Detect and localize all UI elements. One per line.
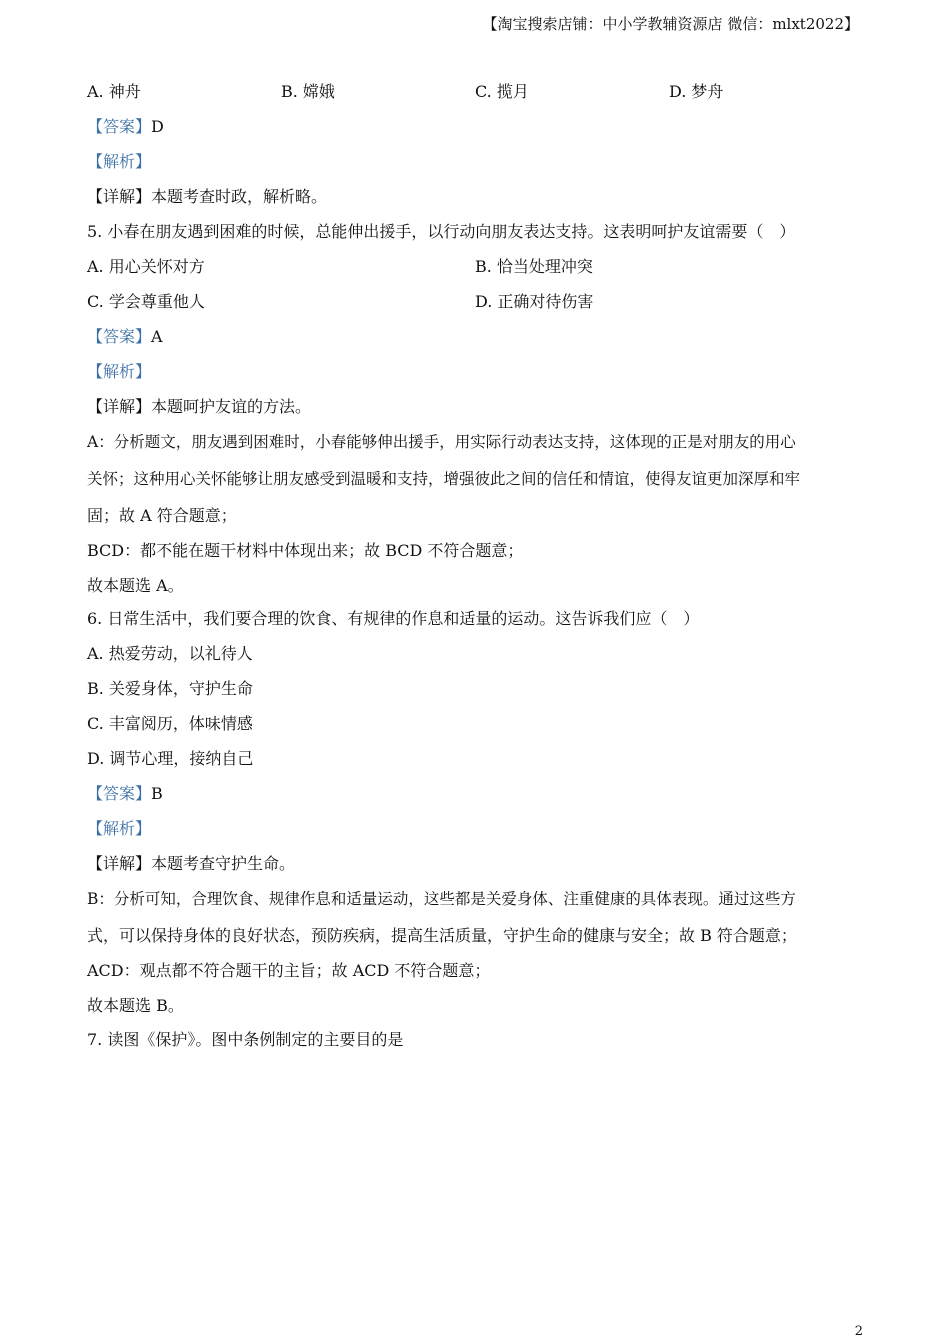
q6-analysis-tag: 【解析】 <box>87 819 152 838</box>
q5-explanation-line: 固；故 A 符合题意； <box>87 506 237 525</box>
q5-option-b: B. 恰当处理冲突 <box>475 257 593 276</box>
answer-value: D <box>151 117 164 136</box>
q4-option-a: A. 神舟 <box>87 82 141 101</box>
q5-explanation-line: BCD：都不能在题干材料中体现出来；故 BCD 不符合题意； <box>87 541 524 560</box>
q5-explanation-line: A：分析题文，朋友遇到困难时，小春能够伸出援手，用实际行动表达支持，这体现的正是对朋友的用心 <box>87 433 796 451</box>
q5-option-d: D. 正确对待伤害 <box>475 292 594 311</box>
q7-stem: 7. 读图《保护》。图中条例制定的主要目的是 <box>87 1030 404 1049</box>
q6-explanation-line: ACD：观点都不符合题干的主旨；故 ACD 不符合题意； <box>87 961 491 980</box>
q6-explanation-line: 式，可以保持身体的良好状态，预防疾病，提高生活质量，守护生命的健康与安全；故 B 符合题意； <box>87 926 797 945</box>
q6-stem: 6. 日常生活中，我们要合理的饮食、有规律的作息和适量的运动。这告诉我们应（ ） <box>87 609 700 628</box>
q4-option-d: D. 梦舟 <box>669 82 724 101</box>
q4-detail: 【详解】本题考查时政，解析略。 <box>87 187 328 206</box>
q6-option-c: C. 丰富阅历，体味情感 <box>87 714 253 733</box>
q4-option-b: B. 嫦娥 <box>281 82 335 101</box>
q5-option-a: A. 用心关怀对方 <box>87 257 205 276</box>
answer-value: B <box>151 784 163 803</box>
q6-conclusion: 故本题选 B。 <box>87 996 184 1015</box>
page-number: 2 <box>854 1324 863 1339</box>
q5-conclusion: 故本题选 A。 <box>87 576 184 595</box>
q6-explanation-line: B：分析可知，合理饮食、规律作息和适量运动，这些都是关爱身体、注重健康的具体表现。通过这些方 <box>87 890 796 908</box>
q5-detail: 【详解】本题呵护友谊的方法。 <box>87 397 312 416</box>
answer-tag: 【答案】 <box>87 327 152 346</box>
q5-explanation-line: 关怀；这种用心关怀能够让朋友感受到温暖和支持，增强彼此之间的信任和情谊，使得友谊更加深厚和牢 <box>87 470 801 488</box>
q6-option-d: D. 调节心理，接纳自己 <box>87 749 254 768</box>
answer-tag: 【答案】 <box>87 117 152 136</box>
q5-analysis-tag: 【解析】 <box>87 362 152 381</box>
answer-tag: 【答案】 <box>87 784 152 803</box>
q5-option-c: C. 学会尊重他人 <box>87 292 205 311</box>
q4-option-c: C. 揽月 <box>475 82 529 101</box>
q4-answer <box>87 116 164 138</box>
q6-answer <box>87 783 163 805</box>
q5-stem: 5. 小春在朋友遇到困难的时候，总能伸出援手，以行动向朋友表达支持。这表明呵护友谊需要（ ） <box>87 222 796 241</box>
answer-value: A <box>151 327 163 346</box>
q6-option-a: A. 热爱劳动，以礼待人 <box>87 644 253 663</box>
q6-option-b: B. 关爱身体，守护生命 <box>87 679 253 698</box>
q4-analysis-tag: 【解析】 <box>87 152 152 171</box>
q6-detail: 【详解】本题考查守护生命。 <box>87 854 296 873</box>
page-header: 【淘宝搜索店铺：中小学教辅资源店 微信：mlxt2022】 <box>482 15 859 33</box>
q5-answer <box>87 326 163 348</box>
